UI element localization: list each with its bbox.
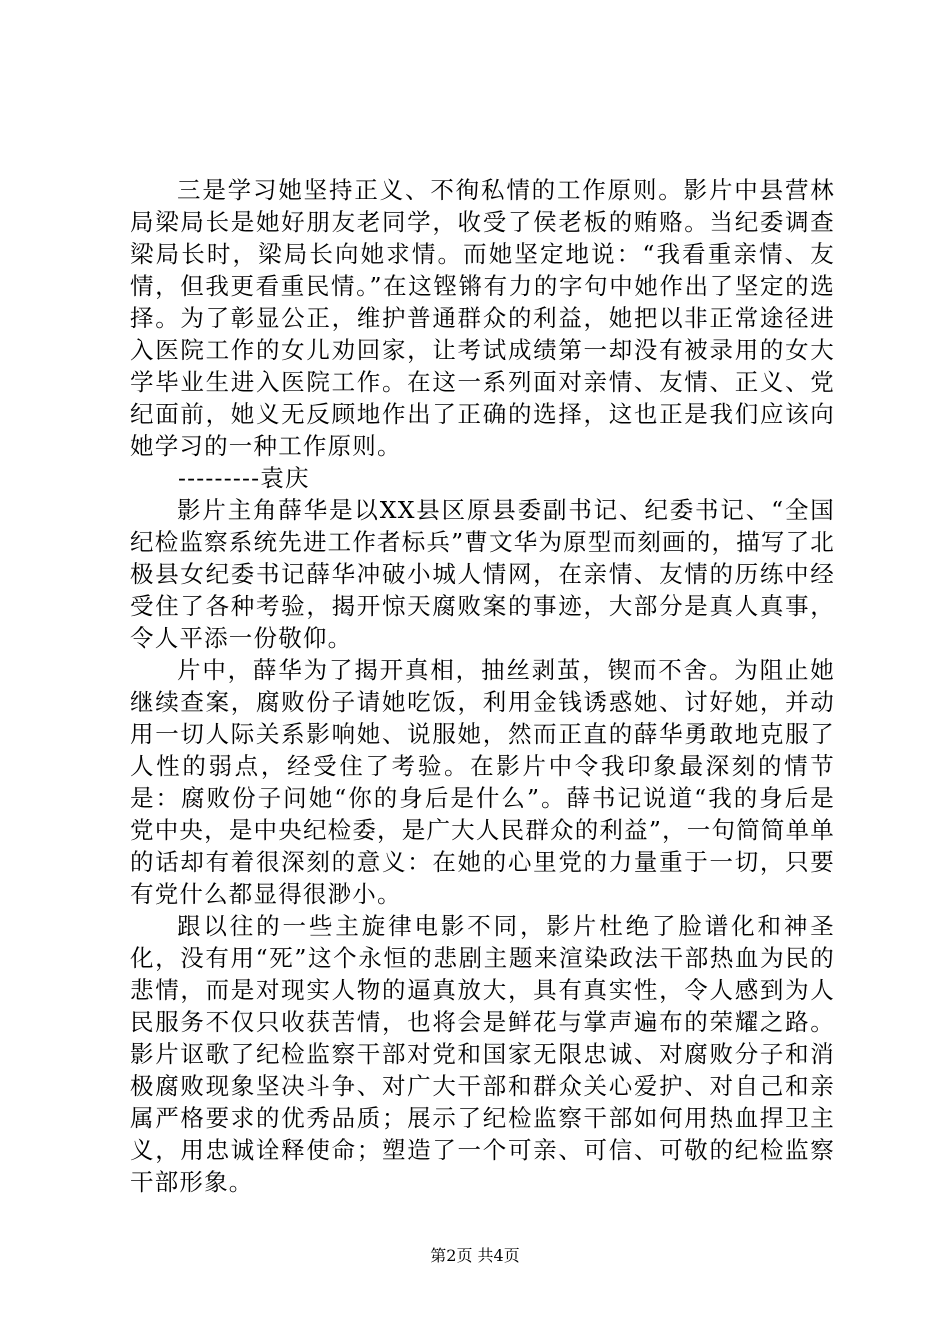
paragraph-protagonist: 影片主角薛华是以XX县区原县委副书记、纪委书记、“全国纪检监察系统先进工作者标兵”曹文华为原型而刻画的，描写了北极县女纪委书记薛华冲破小城人情网，在亲情、友情的历练中经受住了各种考验，揭开惊天腐败案的事迹，大部分是真人真事，令人平添一份敬仰。 xyxy=(130,496,835,652)
paragraph-comparison: 跟以往的一些主旋律电影不同，影片杜绝了脸谱化和神圣化，没有用“死”这个永恒的悲剧主题来渲染政法干部热血为民的悲情，而是对现实人物的逼真放大，具有真实性，令人感到为人民服务不仅只收获苦情，也将会是鲜花与掌声遍布的荣耀之路。影片讴歌了纪检监察干部对党和国家无限忠诚、对腐败分子和消极腐败现象坚决斗争、对广大干部和群众关心爱护、对自己和亲属严格要求的优秀品质；展示了纪检监察干部如何用热血捍卫主义，用忠诚诠释使命；塑造了一个可亲、可信、可敬的纪检监察干部形象。 xyxy=(130,912,835,1196)
paragraph-principle: 三是学习她坚持正义、不徇私情的工作原则。影片中县营林局梁局长是她好朋友老同学，收受了侯老板的贿赂。当纪委调查梁局长时，梁局长向她求情。而她坚定地说：“我看重亲情、友情，但我更看重民情。”在这铿锵有力的字句中她作出了坚定的选择。为了彰显公正，维护普通群众的利益，她把以非正常途径进入医院工作的女儿劝回家，让考试成绩第一却没有被录用的女大学毕业生进入医院工作。在这一系列面对亲情、友情、正义、党纪面前，她义无反顾地作出了正确的选择，这也正是我们应该向她学习的一种工作原则。 xyxy=(130,176,835,460)
page-number-footer: 第2页 共4页 xyxy=(430,1246,520,1265)
document-body xyxy=(130,174,835,1198)
paragraph-plot: 片中，薛华为了揭开真相，抽丝剥茧，锲而不舍。为阻止她继续查案，腐败份子请她吃饭，利用金钱诱惑她、讨好她，并动用一切人际关系影响她、说服她，然而正直的薛华勇敢地克服了人性的弱点，经受住了考验。在影片中令我印象最深刻的情节是：腐败份子问她“你的身后是什么”。薛书记说道“我的身后是党中央，是中央纪检委，是广大人民群众的利益”，一句简简单单的话却有着很深刻的意义：在她的心里党的力量重于一切，只要有党什么都显得很渺小。 xyxy=(130,656,835,908)
author-signature: ---------袁庆 xyxy=(178,464,310,492)
